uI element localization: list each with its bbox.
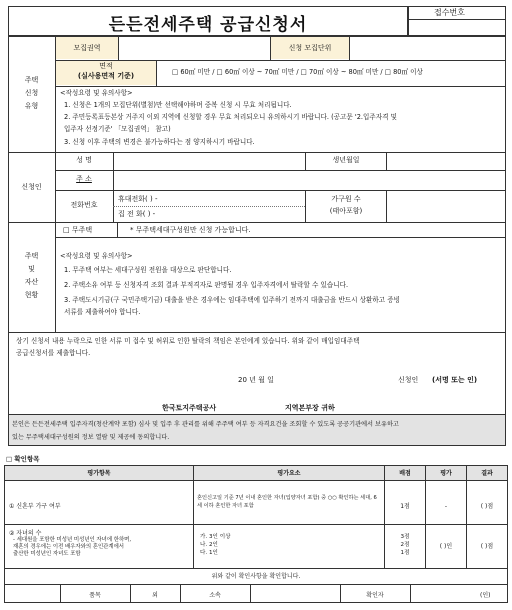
eval-confirm-text: 위와 같이 확인사항을 확인합니다. <box>211 573 301 580</box>
status-note-2: 2. 주택소유 여부 등 신청자격 조회 결과 부적격자로 판명될 경우 입주자격에서 탈락할 수 있습니다. <box>64 281 349 289</box>
household-sublabel: (태아포함) <box>329 207 363 215</box>
eval-row2-element-2: 나. 2인 <box>200 542 218 548</box>
eval-row1-eval[interactable]: - <box>444 503 448 510</box>
footer-seal-label: (인) <box>480 592 491 599</box>
homeless-checkbox[interactable]: □ 무주택 <box>63 226 93 234</box>
eval-row2-sub-1: - 세대원을 포함한 미성년 미성년인 자녀에 한하며, <box>13 537 132 543</box>
recruit-area-label: 모집권역 <box>73 44 101 52</box>
homeless-note: * 무주택세대구성원만 신청 가능합니다. <box>130 226 251 234</box>
evaluation-title: □ 확인항목 <box>6 455 40 463</box>
household-label: 가구원 수 <box>331 195 361 203</box>
eval-row1-item: ① 신혼부 가구 여부 <box>9 503 61 510</box>
sign-note: (서명 또는 인) <box>432 376 478 384</box>
housing-note-1: 1. 신청은 1개의 모집단위(별첨)만 선택해야하며 중복 신청 시 무효 처리됩니다. <box>64 101 292 109</box>
footer-item-label: 품목 <box>89 592 101 599</box>
recruit-unit-field[interactable] <box>350 37 505 59</box>
section-status-label: 주택 및 자산 현황 <box>24 252 39 299</box>
organization-name: 한국토지주택공사 <box>162 404 217 412</box>
eval-row2-eval[interactable]: ( )인 <box>439 543 453 550</box>
recruit-area-field[interactable] <box>119 37 269 59</box>
eval-row2-sub-3: 출산한 미성년인 자녀도 포함 <box>13 551 81 557</box>
status-note-4: 서류를 제출하여야 합니다. <box>64 308 141 316</box>
address-label: 주 소 <box>76 175 92 183</box>
eval-row2-element-1: 가. 3인 이상 <box>200 534 231 540</box>
status-note-3: 3. 주택도시기금(구 국민주택기금) 대출을 받은 경우에는 임대주택에 입주하기 전까지 대출금을 반드시 상환하고 증빙 <box>64 296 400 304</box>
area-label: 면적 <box>99 62 113 70</box>
eval-header-element: 평가요소 <box>277 470 301 477</box>
status-note-1: 1. 무주택 여부는 세대구성원 전원을 대상으로 판단합니다. <box>64 266 232 274</box>
evaluation-table <box>4 465 508 603</box>
eval-row1-element: 혼인신고일 기준 7년 이내 혼인한 자녀(입양자녀 포함) 중 ○○ 확인하는 세대, 6세 이하 혼인한 자녀 포함 <box>197 495 377 509</box>
declaration-line-1: 상기 신청서 내용 누락으로 인한 서류 미 접수 및 허위로 인한 탈락의 책임은 본인에게 있습니다. 위와 같이 매입임대주택 <box>16 337 360 345</box>
housing-note-2: 2. 주민등록표등본상 거주지 이외 지역에 신청할 경우 무효 처리되오니 유의하시기 바랍니다. (공고문 '2.입주자격 및 <box>64 113 397 121</box>
declaration-line-2: 공급신청서를 제출합니다. <box>16 349 91 357</box>
eval-row1-result[interactable]: ( )점 <box>480 503 494 510</box>
recruit-unit-label: 신청 모집단위 <box>288 44 332 52</box>
date-line[interactable]: 20 년 월 일 <box>238 376 274 384</box>
name-field[interactable] <box>114 153 304 169</box>
footer-other-label: 외 <box>152 592 158 599</box>
birth-field[interactable] <box>387 153 505 169</box>
eval-row2-result[interactable]: ( )점 <box>480 543 494 550</box>
housing-note-3: 입주자 선정기준' 「모집권역」 참고) <box>64 125 171 133</box>
address-field[interactable] <box>114 171 505 189</box>
status-notes-title: <작성요령 및 유의사항> <box>60 252 133 260</box>
eval-header-result: 결과 <box>481 470 493 477</box>
eval-header-item: 평가항목 <box>87 470 111 477</box>
applicant-sign-label: 신청인 <box>398 376 419 384</box>
eval-row2-item: ② 자녀의 수 <box>9 530 42 537</box>
phone-label: 전화번호 <box>70 201 98 209</box>
form-title: 든든전세주택 공급신청서 <box>108 15 308 35</box>
housing-note-4: 3. 신청 이후 주택의 변경은 불가능하다는 점 양지하시기 바랍니다. <box>64 138 255 146</box>
eval-row2-score-2: 2점 <box>400 542 410 548</box>
section-housing-label: 주택 신청 유형 <box>24 76 39 110</box>
footer-checker-label: 확인자 <box>366 592 384 599</box>
home-phone-field[interactable]: 집 전 화( ) - <box>118 210 156 218</box>
name-label: 성 명 <box>76 156 92 164</box>
consent-line-2: 있는 무주택세대구성원의 정보 열람 및 제공에 동의합니다. <box>12 434 170 441</box>
receipt-number-label: 접수번호 <box>434 8 465 17</box>
consent-line-1: 본인은 든든전세주택 입주자격(청산계약 포함) 심사 및 입주 후 관리를 위해 주주택 여부 등 자격요건을 조회할 수 있도록 공공기관에서 보유하고 <box>12 421 399 428</box>
mobile-field[interactable]: 휴대전화( ) - <box>118 195 158 203</box>
birth-label: 생년월일 <box>332 156 360 164</box>
household-field[interactable] <box>387 191 505 221</box>
regional-office: 지역본부장 귀하 <box>285 404 335 412</box>
housing-notes-title: <작성요령 및 유의사항> <box>60 89 133 97</box>
eval-row2-score-3: 1점 <box>400 550 410 556</box>
eval-row2-sub-2: 재혼의 경우에는 이전 배우자와의 혼인관계에서 <box>13 544 125 550</box>
area-sublabel: (실사용면적 기준) <box>77 72 135 80</box>
eval-header-score: 배점 <box>399 470 411 477</box>
eval-row2-element-3: 다. 1인 <box>200 550 218 556</box>
eval-row1-score: 1점 <box>400 503 410 510</box>
eval-header-eval: 평가 <box>440 470 452 477</box>
eval-row2-score-1: 3점 <box>400 534 410 540</box>
area-options[interactable]: □ 60㎡ 미만 / □ 60㎡ 이상 ~ 70㎡ 미만 / □ 70㎡ 이상 ~ 80㎡ 미만 / □ 80㎡ 이상 <box>172 68 423 76</box>
footer-dept-label: 소속 <box>209 592 221 599</box>
section-applicant-label: 신청인 <box>21 183 42 191</box>
